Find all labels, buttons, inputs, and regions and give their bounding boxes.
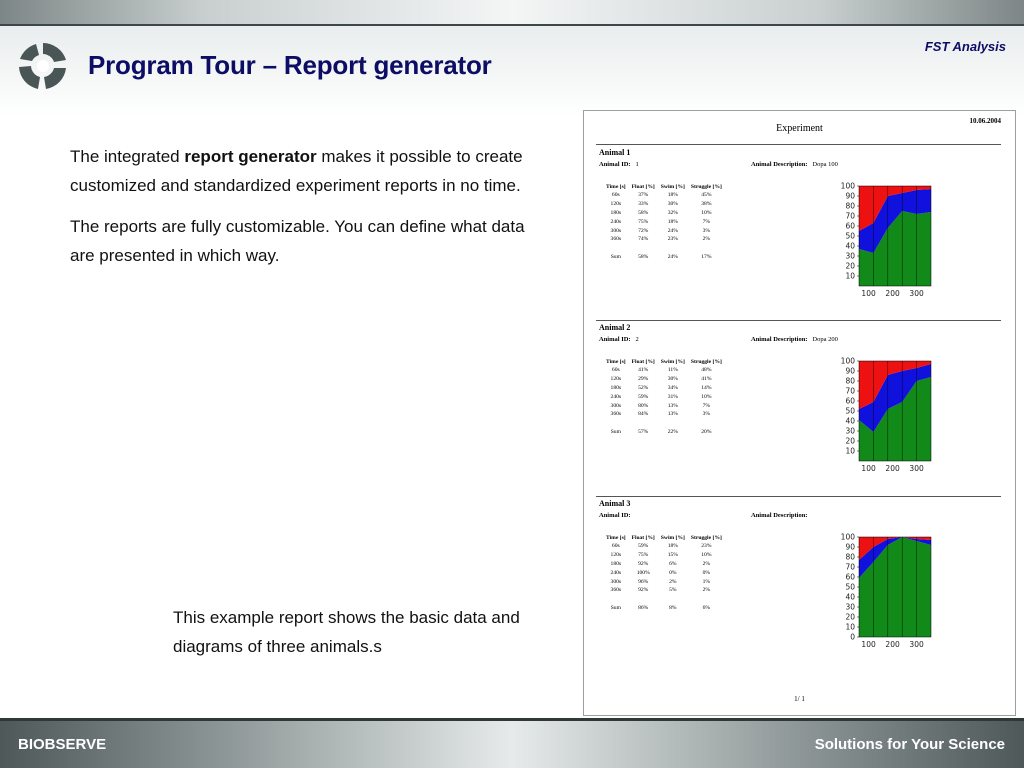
table-row <box>603 217 725 226</box>
y-tick-label: 50 <box>845 231 855 241</box>
table-cell: 6% <box>702 605 711 612</box>
animal-title: Animal 1 <box>599 148 631 157</box>
animal-title: Animal 3 <box>599 499 631 508</box>
table-cell: 18% <box>667 192 678 199</box>
y-tick-label: 80 <box>845 376 855 386</box>
animal-description: Animal Description: Dopa 200 <box>751 336 838 343</box>
table-cell: 75% <box>638 552 649 559</box>
y-tick-label: 80 <box>845 552 855 562</box>
table-header: Swim [%] <box>660 183 685 190</box>
table-cell: 38% <box>701 201 712 208</box>
table-cell: 180s <box>610 209 622 216</box>
table-cell: 0% <box>669 569 677 576</box>
y-tick-label: 90 <box>845 542 855 552</box>
animal-description: Animal Description: Dopa 100 <box>751 161 838 168</box>
intro-text <box>70 143 540 283</box>
top-band <box>0 0 1024 24</box>
animal-data-table <box>603 182 725 262</box>
table-cell: 60s <box>611 367 620 374</box>
table-cell: 120s <box>610 201 622 208</box>
y-tick-label: 20 <box>845 261 855 271</box>
report-page-number: 1/ 1 <box>794 695 805 703</box>
animal-id: Animal ID: 1 <box>599 161 639 168</box>
table-cell: 10% <box>701 393 712 400</box>
table-cell: 52% <box>638 384 649 391</box>
table-cell: 59% <box>638 393 649 400</box>
table-cell: 33% <box>638 201 649 208</box>
table-cell: 2% <box>702 236 711 243</box>
table-cell: 300s <box>610 227 622 234</box>
table-header: Time [s] <box>606 358 626 365</box>
table-cell: 2% <box>669 578 677 585</box>
table-cell: 300s <box>610 402 622 409</box>
table-cell: 10% <box>701 209 712 216</box>
animal-data-table <box>603 533 725 613</box>
table-cell: 0% <box>702 569 711 576</box>
animal-id: Animal ID: <box>599 512 631 519</box>
y-tick-label: 80 <box>845 201 855 211</box>
y-tick-label: 50 <box>845 582 855 592</box>
y-tick-label: 40 <box>845 592 855 602</box>
report-date: 10.06.2004 <box>969 117 1001 125</box>
biobserve-logo-icon <box>14 40 72 92</box>
table-cell: 57% <box>638 429 649 436</box>
animal-id: Animal ID: 2 <box>599 336 639 343</box>
y-tick-label: 30 <box>845 426 855 436</box>
table-cell: 45% <box>701 192 712 199</box>
example-report <box>583 110 1016 716</box>
table-cell: 41% <box>701 376 712 383</box>
table-cell: 48% <box>701 367 712 374</box>
table-header: Struggle [%] <box>690 534 722 541</box>
table-cell: 34% <box>667 384 678 391</box>
table-row <box>603 392 725 401</box>
table-row <box>603 209 725 218</box>
y-tick-label: 10 <box>845 446 855 456</box>
table-cell: 240s <box>610 569 622 576</box>
y-tick-label: 0 <box>850 632 855 642</box>
table-row <box>603 542 725 551</box>
table-cell: 17% <box>701 254 712 261</box>
table-row <box>603 366 725 375</box>
y-tick-label: 60 <box>845 572 855 582</box>
table-row <box>603 568 725 577</box>
paragraph-customizable: The reports are fully customizable. You can define what data are presented in which way. <box>70 217 525 265</box>
table-header: Time [s] <box>606 534 626 541</box>
table-header: Time [s] <box>606 183 626 190</box>
table-cell: 23% <box>701 543 712 550</box>
animal-section <box>584 499 1015 669</box>
x-tick-label: 300 <box>909 289 924 298</box>
animal-section <box>584 148 1015 318</box>
table-cell: 41% <box>638 367 649 374</box>
table-cell: 74% <box>638 236 649 243</box>
table-cell: Sum <box>610 429 621 436</box>
table-cell: 360s <box>610 587 622 594</box>
table-cell: 80% <box>638 402 649 409</box>
x-tick-label: 100 <box>861 640 876 649</box>
table-cell: 8% <box>669 605 677 612</box>
y-tick-label: 20 <box>845 436 855 446</box>
table-cell: 11% <box>667 367 678 374</box>
footer-slogan: Solutions for Your Science <box>814 736 1005 753</box>
table-row <box>603 577 725 586</box>
y-tick-label: 90 <box>845 366 855 376</box>
animal-data-table <box>603 357 725 437</box>
y-tick-label: 40 <box>845 241 855 251</box>
x-tick-label: 300 <box>909 464 924 473</box>
table-cell: 360s <box>610 236 622 243</box>
table-cell: 30% <box>667 201 678 208</box>
animal-section <box>584 323 1015 493</box>
y-tick-label: 50 <box>845 406 855 416</box>
x-tick-label: 200 <box>885 464 900 473</box>
y-tick-label: 100 <box>840 356 855 366</box>
table-cell: 92% <box>638 587 649 594</box>
table-cell: 37% <box>638 192 649 199</box>
table-header: Float [%] <box>631 534 655 541</box>
report-divider <box>596 320 1001 321</box>
table-cell: 15% <box>667 552 678 559</box>
report-caption: This example report shows the basic data and diagrams of three animals.s <box>173 608 520 656</box>
y-tick-label: 70 <box>845 386 855 396</box>
table-cell: 100% <box>636 569 650 576</box>
footer-brand: BIOBSERVE <box>18 736 107 753</box>
table-cell: Sum <box>610 254 621 261</box>
table-cell: 240s <box>610 393 622 400</box>
table-cell: 60s <box>611 192 620 199</box>
y-tick-label: 30 <box>845 251 855 261</box>
y-tick-label: 60 <box>845 396 855 406</box>
table-cell: 24% <box>667 227 678 234</box>
table-cell: 3% <box>702 227 711 234</box>
table-row <box>603 375 725 384</box>
table-cell: 240s <box>610 218 622 225</box>
table-cell: 84% <box>638 411 649 418</box>
table-header: Float [%] <box>631 358 655 365</box>
table-cell: 23% <box>667 236 678 243</box>
y-tick-label: 90 <box>845 191 855 201</box>
table-row <box>603 401 725 410</box>
table-cell: 180s <box>610 560 622 567</box>
stacked-area-chart <box>829 525 939 655</box>
table-sum-row <box>603 428 725 437</box>
table-cell: 3% <box>702 411 711 418</box>
y-tick-label: 30 <box>845 602 855 612</box>
table-sum-row <box>603 604 725 613</box>
x-tick-label: 100 <box>861 464 876 473</box>
table-cell: 58% <box>638 209 649 216</box>
table-cell: 7% <box>702 402 711 409</box>
table-header: Struggle [%] <box>690 358 722 365</box>
table-cell: 300s <box>610 578 622 585</box>
table-row <box>603 384 725 393</box>
table-cell: 18% <box>667 218 678 225</box>
x-tick-label: 200 <box>885 289 900 298</box>
section-label: FST Analysis <box>924 39 1006 54</box>
report-divider <box>596 144 1001 145</box>
table-row <box>603 191 725 200</box>
table-cell: 13% <box>667 411 678 418</box>
table-cell: 2% <box>702 560 711 567</box>
table-cell: 20% <box>701 429 712 436</box>
table-cell: 120s <box>610 552 622 559</box>
table-cell: 13% <box>667 402 678 409</box>
table-cell: 59% <box>638 543 649 550</box>
table-cell: 92% <box>638 560 649 567</box>
y-tick-label: 20 <box>845 612 855 622</box>
table-cell: 5% <box>669 587 677 594</box>
x-tick-label: 200 <box>885 640 900 649</box>
table-row <box>603 586 725 595</box>
table-cell: 360s <box>610 411 622 418</box>
paragraph-report-generator: The integrated report generator makes it possible to create customized and standardized experiment reports in no time. <box>70 147 523 195</box>
y-tick-label: 40 <box>845 416 855 426</box>
report-generator-highlight: report generator <box>184 147 317 166</box>
y-tick-label: 10 <box>845 271 855 281</box>
table-cell: 60s <box>611 543 620 550</box>
table-cell: 75% <box>638 218 649 225</box>
y-tick-label: 10 <box>845 622 855 632</box>
table-cell: 32% <box>667 209 678 216</box>
table-sum-row <box>603 253 725 262</box>
table-cell: 18% <box>667 543 678 550</box>
table-cell: 10% <box>701 552 712 559</box>
table-cell: 29% <box>638 376 649 383</box>
y-tick-label: 70 <box>845 562 855 572</box>
table-cell: 30% <box>667 376 678 383</box>
table-cell: 1% <box>702 578 711 585</box>
table-cell: 72% <box>638 227 649 234</box>
table-row <box>603 200 725 209</box>
y-tick-label: 100 <box>840 181 855 191</box>
table-cell: 6% <box>669 560 677 567</box>
report-title: Experiment <box>776 123 823 134</box>
table-cell: 24% <box>667 254 678 261</box>
table-cell: 180s <box>610 384 622 391</box>
table-row <box>603 410 725 419</box>
table-header: Float [%] <box>631 183 655 190</box>
table-cell: Sum <box>610 605 621 612</box>
page-title: Program Tour – Report generator <box>88 50 492 80</box>
stacked-area-chart <box>829 349 939 479</box>
y-tick-label: 60 <box>845 221 855 231</box>
animal-title: Animal 2 <box>599 323 631 332</box>
animal-description: Animal Description: <box>751 512 808 519</box>
table-cell: 7% <box>702 218 711 225</box>
table-cell: 86% <box>638 605 649 612</box>
y-tick-label: 100 <box>840 532 855 542</box>
table-row <box>603 560 725 569</box>
table-row <box>603 551 725 560</box>
table-header: Struggle [%] <box>690 183 722 190</box>
table-header: Swim [%] <box>660 358 685 365</box>
table-row <box>603 235 725 244</box>
y-tick-label: 70 <box>845 211 855 221</box>
x-tick-label: 100 <box>861 289 876 298</box>
table-cell: 2% <box>702 587 711 594</box>
table-cell: 120s <box>610 376 622 383</box>
x-tick-label: 300 <box>909 640 924 649</box>
table-cell: 96% <box>638 578 649 585</box>
table-row <box>603 226 725 235</box>
table-cell: 58% <box>638 254 649 261</box>
stacked-area-chart <box>829 174 939 304</box>
table-header: Swim [%] <box>660 534 685 541</box>
table-cell: 14% <box>701 384 712 391</box>
report-divider <box>596 496 1001 497</box>
table-cell: 31% <box>667 393 678 400</box>
table-cell: 22% <box>667 429 678 436</box>
